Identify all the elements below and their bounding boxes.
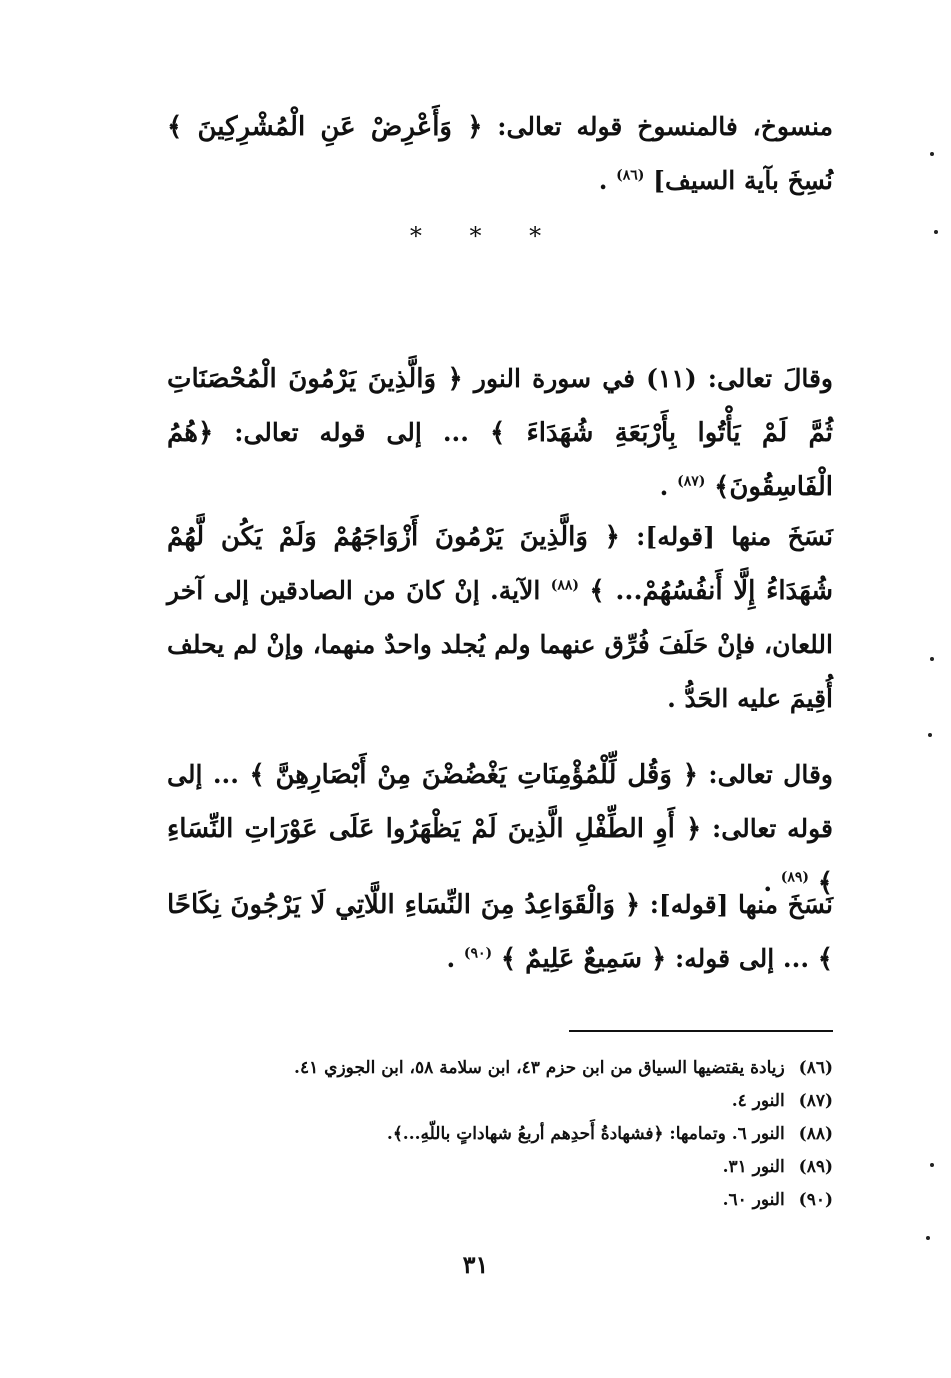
quran-verse: ﴿ وَالَّذِينَ يَرْمُونَ الْمُحْصَنَاتِ ثُمَّ لَمْ يَأْتُوا بِأَرْبَعَةِ شُهَدَاءَ ﴾ (167, 364, 833, 448)
footnote-reference[interactable]: (٨٧) (677, 473, 706, 490)
footnote-item (167, 1184, 833, 1217)
footnote-reference[interactable]: (٨٦) (616, 167, 645, 184)
paragraph-abrogation-intro (167, 100, 833, 208)
paragraph-lian (167, 510, 833, 726)
star-icon: * (469, 222, 482, 250)
scan-speck (930, 1163, 934, 1167)
text-end: . (763, 868, 773, 897)
text-end: . (598, 166, 608, 195)
footnotes-section (167, 1052, 833, 1217)
paragraph-text (167, 878, 833, 986)
paragraph-text (167, 510, 833, 726)
footnote-number: (٨٦) (798, 1058, 833, 1078)
paragraph-text (167, 100, 833, 208)
quran-verse: ﴿ وَقُل لِّلْمُؤْمِنَاتِ يَغْضُضْنَ مِنْ أَبْصَارِهِنَّ ﴾ (249, 760, 698, 790)
footnote-item (167, 1085, 833, 1118)
paragraph-elderly-women (167, 878, 833, 986)
text-tail: نُسِخَ بآية السيف] (653, 166, 833, 195)
text-lead: نَسَخَ منها [قوله]: (619, 522, 833, 551)
text-tail: الآية. إنْ كانَ من الصادقين إلى آخر اللعان، فإنْ حَلَفَ فُرِّق عنهما ولم يُجلد واحدٌ منهما، وإنْ لم يحلف أُقِيمَ عليه الحَدُّ (167, 576, 833, 713)
footnote-item (167, 1151, 833, 1184)
footnote-item (167, 1052, 833, 1085)
footnote-number: (٨٩) (798, 1157, 833, 1177)
scan-speck (926, 1236, 930, 1240)
footnote-text: النور ٣١. (722, 1157, 785, 1177)
quran-verse: ﴿ وَالَّذِينَ يَرْمُونَ أَزْوَاجَهُمْ وَلَمْ يَكُن لَّهُمْ شُهَدَاءُ إِلَّا أَنفُسُهُمْ... ﴾ (167, 522, 833, 606)
text-end: . (667, 684, 676, 713)
section-divider-stars (0, 222, 951, 250)
footnote-reference[interactable]: (٩٠) (463, 945, 493, 962)
quran-verse-end: ﴿ سَمِيعٌ عَلِيمٌ ﴾ (500, 944, 667, 974)
paragraph-text (167, 352, 833, 514)
footnote-number: (٨٧) (798, 1091, 833, 1111)
star-icon: * (529, 222, 542, 250)
footnote-text: النور ٦٠. (722, 1190, 785, 1210)
text-lead: نَسَخَ منها [قوله]: (640, 890, 833, 919)
footnote-text: زيادة يقتضيها السياق من ابن حزم ٤٣، ابن سلامة ٥٨، ابن الجوزي ٤١. (294, 1058, 785, 1078)
text-end: . (446, 944, 456, 973)
text-lead: منسوخ، فالمنسوخ قوله تعالى: (482, 112, 833, 141)
text-tail: ... إلى قوله: (666, 944, 810, 973)
text-tail: ... إلى قوله تعالى: (213, 418, 469, 447)
footnote-number: (٨٨) (798, 1124, 833, 1144)
scan-speck (934, 230, 938, 234)
scan-speck (930, 657, 934, 661)
footnote-text: النور ٦. وتمامها: ﴿فشهادةُ أَحدِهم أربعُ شهاداتٍ باللّهِ...﴾. (386, 1124, 785, 1144)
footnote-reference[interactable]: (٨٨) (550, 577, 579, 594)
footnote-reference[interactable]: (٨٩) (780, 869, 810, 886)
quran-verse: ﴿ وَالْقَوَاعِدُ مِنَ النِّسَاءِ اللَّاتِي لَا يَرْجُونَ نِكَاحًا ﴾ (167, 890, 833, 974)
text-lead: وقالَ تعالى: (١١) في سورة النور (462, 364, 833, 393)
footnote-text: النور ٤. (731, 1091, 785, 1111)
text-lead: وقال تعالى: (697, 760, 833, 789)
quran-verse-end: ﴿هُمُ الْفَاسِقُونَ﴾ (167, 418, 833, 502)
scan-speck (930, 152, 934, 156)
star-icon: * (409, 222, 422, 250)
footnote-number: (٩٠) (798, 1190, 833, 1210)
scan-speck (928, 733, 932, 737)
paragraph-surat-nur (167, 352, 833, 514)
quran-verse: ﴿ وَأَعْرِضْ عَنِ الْمُشْرِكِينَ ﴾ (167, 112, 483, 142)
text-end: . (659, 472, 669, 501)
footnote-item (167, 1118, 833, 1151)
quran-verse-end: ﴿ أَوِ الطِّفْلِ الَّذِينَ لَمْ يَظْهَرُوا عَلَى عَوْرَاتِ النِّسَاءِ ﴾ (167, 814, 833, 898)
footnote-separator (569, 1030, 833, 1032)
text-tail: ... إلى قوله تعالى: (167, 760, 833, 843)
page-number: ٣١ (462, 1250, 489, 1279)
